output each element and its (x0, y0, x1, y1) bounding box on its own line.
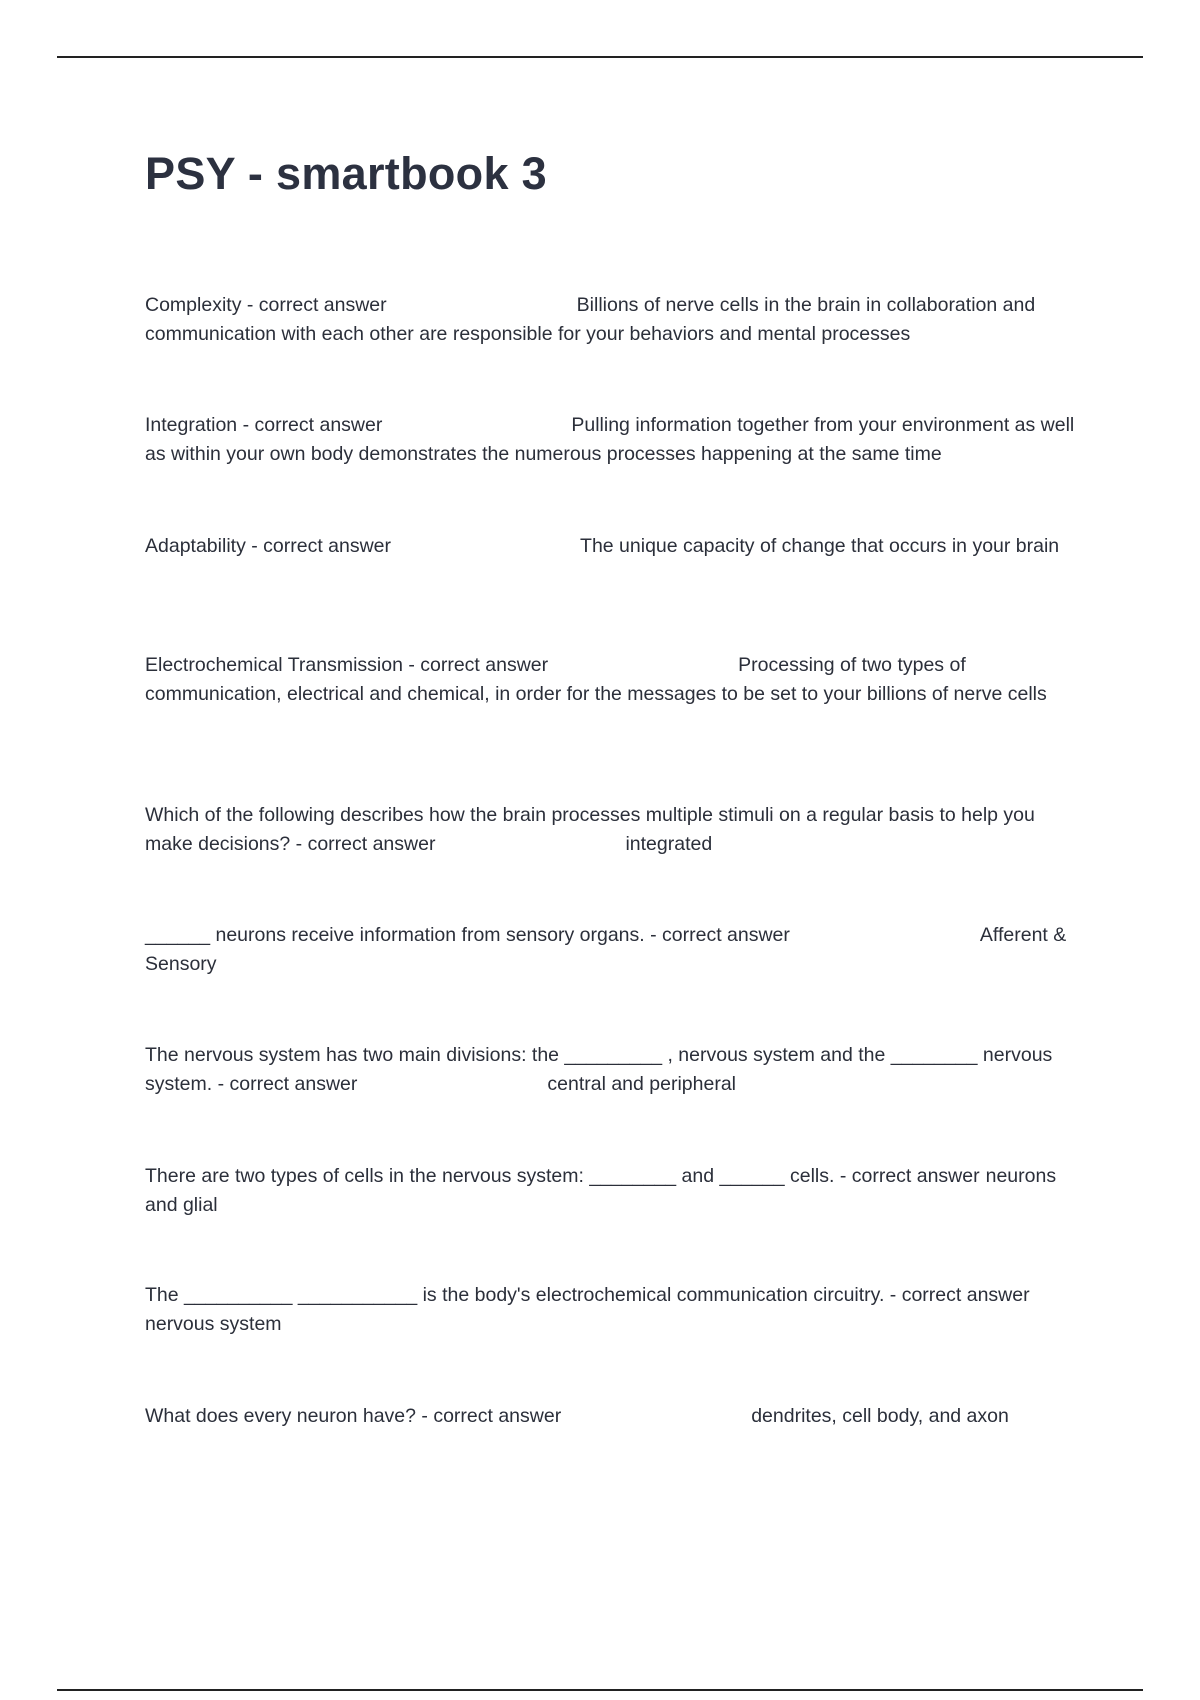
question-text: ______ neurons receive information from sensory organs. - correct answer (145, 924, 790, 946)
qa-item (145, 411, 1085, 469)
answer-text: neurons and glial (145, 1165, 1062, 1216)
qa-item (145, 291, 1085, 349)
question-text: What does every neuron have? - correct answer (145, 1405, 562, 1427)
qa-item (145, 1402, 1085, 1431)
question-text: Which of the following describes how the brain processes multiple stimuli on a regular basis to help you make decisions? - correct answer (145, 804, 1041, 855)
qa-item (145, 1281, 1085, 1339)
bottom-rule (57, 1689, 1143, 1691)
qa-item (145, 532, 1085, 561)
qa-item (145, 651, 1085, 709)
answer-text: central and peripheral (547, 1073, 737, 1095)
answer-text: Billions of nerve cells in the brain in collaboration and communication with each other are responsible for your behaviors and mental processes (145, 294, 1041, 345)
document-title: PSY - smartbook 3 (145, 148, 547, 199)
qa-item (145, 801, 1085, 859)
question-text: Electrochemical Transmission - correct answer (145, 654, 549, 676)
answer-text: Afferent & Sensory (145, 924, 1072, 975)
question-text: Complexity - correct answer (145, 294, 387, 316)
question-text: The nervous system has two main divisions: the _________ , nervous system and the ________ nervous system. - correct answer (145, 1044, 1058, 1095)
answer-text: dendrites, cell body, and axon (751, 1405, 1009, 1427)
answer-text: Pulling information together from your environment as well as within your own body demonstrates the numerous processes happening at the same time (145, 414, 1080, 465)
qa-item (145, 1041, 1085, 1099)
qa-item (145, 921, 1085, 979)
question-text: The __________ ___________ is the body's electrochemical communication circuitry. - correct answer (145, 1284, 1030, 1306)
question-text: Adaptability - correct answer (145, 535, 392, 557)
question-text: Integration - correct answer (145, 414, 383, 436)
answer-text: integrated (625, 833, 713, 855)
top-rule (57, 56, 1143, 58)
qa-item (145, 1162, 1085, 1220)
question-text: There are two types of cells in the nervous system: ________ and ______ cells. - correct answer (145, 1165, 980, 1187)
answer-text: Processing of two types of communication, electrical and chemical, in order for the messages to be set to your billions of nerve cells (145, 654, 1047, 705)
answer-text: The unique capacity of change that occurs in your brain (580, 535, 1060, 557)
answer-text: nervous system (145, 1313, 282, 1335)
